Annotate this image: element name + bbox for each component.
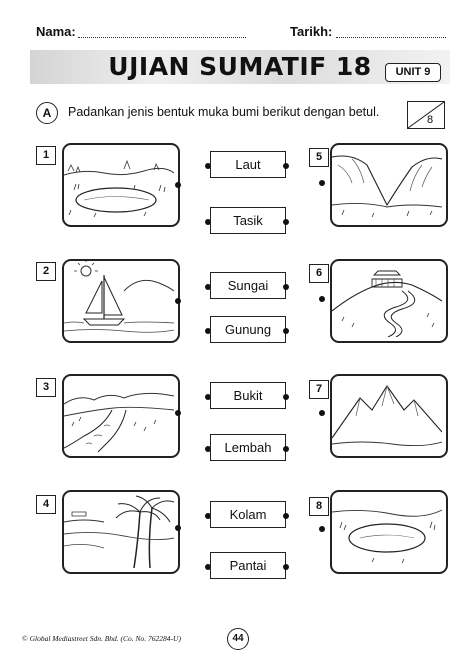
score-box — [407, 101, 445, 129]
picture-mountain — [330, 374, 448, 458]
picture-lake — [62, 143, 180, 227]
picture-pond — [330, 490, 448, 574]
instruction-text: Padankan jenis bentuk muka bumi berikut dengan betul. — [68, 105, 380, 119]
match-dot[interactable] — [283, 328, 289, 334]
date-label: Tarikh: — [290, 24, 333, 39]
picture-number: 3 — [36, 378, 56, 397]
match-dot[interactable] — [175, 298, 181, 304]
picture-valley — [330, 143, 448, 227]
match-dot[interactable] — [283, 513, 289, 519]
match-dot[interactable] — [283, 394, 289, 400]
picture-number: 1 — [36, 146, 56, 165]
match-dot[interactable] — [175, 525, 181, 531]
match-dot[interactable] — [175, 182, 181, 188]
match-dot[interactable] — [283, 219, 289, 225]
word-tasik[interactable]: Tasik — [210, 207, 286, 234]
match-dot[interactable] — [283, 284, 289, 290]
word-gunung[interactable]: Gunung — [210, 316, 286, 343]
match-dot[interactable] — [283, 446, 289, 452]
match-dot[interactable] — [319, 180, 325, 186]
picture-hill — [330, 259, 448, 343]
picture-number: 7 — [309, 380, 329, 399]
page-title: UJIAN SUMATIF 18 — [108, 52, 372, 81]
publisher-credit: © Global Mediastreet Sdn. Bhd. (Co. No. 762284-U) — [22, 634, 181, 643]
picture-number: 2 — [36, 262, 56, 281]
match-dot[interactable] — [319, 296, 325, 302]
page-number: 44 — [227, 628, 249, 650]
picture-number: 4 — [36, 495, 56, 514]
picture-number: 5 — [309, 148, 329, 167]
picture-number: 8 — [309, 497, 329, 516]
score-total: 8 — [427, 114, 434, 126]
match-dot[interactable] — [175, 410, 181, 416]
word-pantai[interactable]: Pantai — [210, 552, 286, 579]
word-bukit[interactable]: Bukit — [210, 382, 286, 409]
picture-sea — [62, 259, 180, 343]
date-field[interactable] — [336, 37, 446, 38]
match-dot[interactable] — [319, 526, 325, 532]
word-lembah[interactable]: Lembah — [210, 434, 286, 461]
word-laut[interactable]: Laut — [210, 151, 286, 178]
picture-river — [62, 374, 180, 458]
match-dot[interactable] — [283, 163, 289, 169]
name-label: Nama: — [36, 24, 76, 39]
name-field[interactable] — [78, 37, 246, 38]
section-badge: A — [36, 102, 58, 124]
match-dot[interactable] — [319, 410, 325, 416]
word-sungai[interactable]: Sungai — [210, 272, 286, 299]
match-dot[interactable] — [283, 564, 289, 570]
unit-badge: UNIT 9 — [385, 63, 441, 82]
word-kolam[interactable]: Kolam — [210, 501, 286, 528]
picture-number: 6 — [309, 264, 329, 283]
picture-beach — [62, 490, 180, 574]
